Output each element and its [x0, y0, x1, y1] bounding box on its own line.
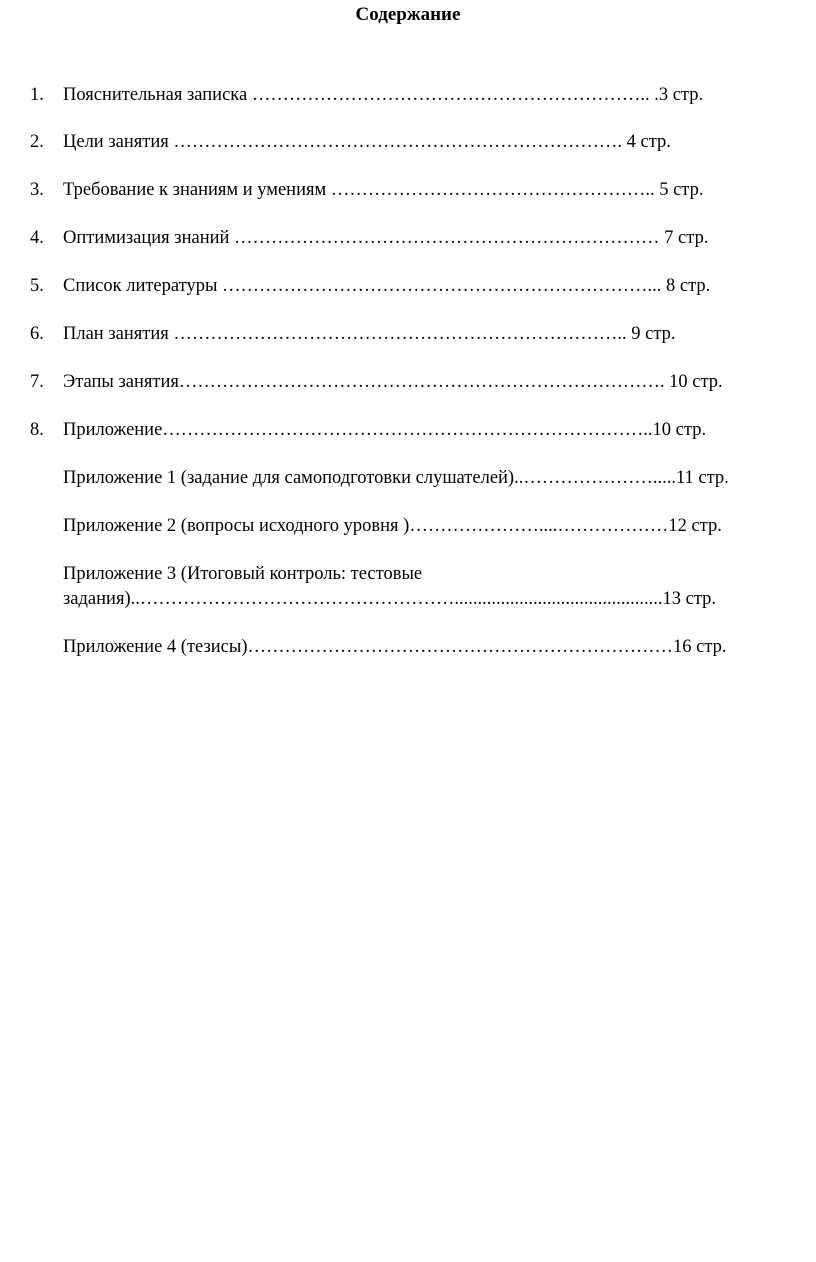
toc-item-2: Цели занятия ………………………………………………………………. 4 стр.: [63, 132, 671, 152]
appendix-item-4: Приложение 4 (тезисы)……………………………………………………………16 стр.: [63, 637, 727, 657]
appendix-item-2: Приложение 2 (вопросы исходного уровня )…………………....………………12 стр.: [63, 516, 722, 536]
toc-item-1: Пояснительная записка ……………………………………………………….. .3 стр.: [63, 85, 704, 105]
toc-item-8-number: 8.: [30, 420, 44, 440]
toc-item-1-number: 1.: [30, 85, 44, 105]
appendix-item-1: Приложение 1 (задание для самоподготовки слушателей)..………………….....11 стр.: [63, 468, 729, 488]
toc-item-4-number: 4.: [30, 228, 44, 248]
toc-item-7-number: 7.: [30, 372, 44, 392]
toc-item-6-number: 6.: [30, 324, 44, 344]
appendix-item-3-continuation: задания)..…………………………………………….............................................13 стр.: [63, 589, 717, 609]
toc-item-3-number: 3.: [30, 180, 44, 200]
toc-item-5: Список литературы ……………………………………………………………... 8 стр.: [63, 276, 711, 296]
toc-item-5-number: 5.: [30, 276, 44, 296]
toc-item-6: План занятия ……………………………………………………………….. 9 стр.: [63, 324, 676, 344]
page-title: Содержание: [355, 4, 461, 25]
toc-item-7: Этапы занятия……………………………………………………………………. 10 стр.: [63, 372, 723, 392]
toc-item-4: Оптимизация знаний …………………………………………………………… 7 стр.: [63, 228, 709, 248]
toc-item-8: Приложение……………………………………………………………………..10 стр.: [63, 420, 707, 440]
appendix-item-3: Приложение 3 (Итоговый контроль: тестовые: [63, 564, 423, 584]
toc-item-3: Требование к знаниям и умениям …………………………………………….. 5 стр.: [63, 180, 704, 200]
toc-item-2-number: 2.: [30, 132, 44, 152]
